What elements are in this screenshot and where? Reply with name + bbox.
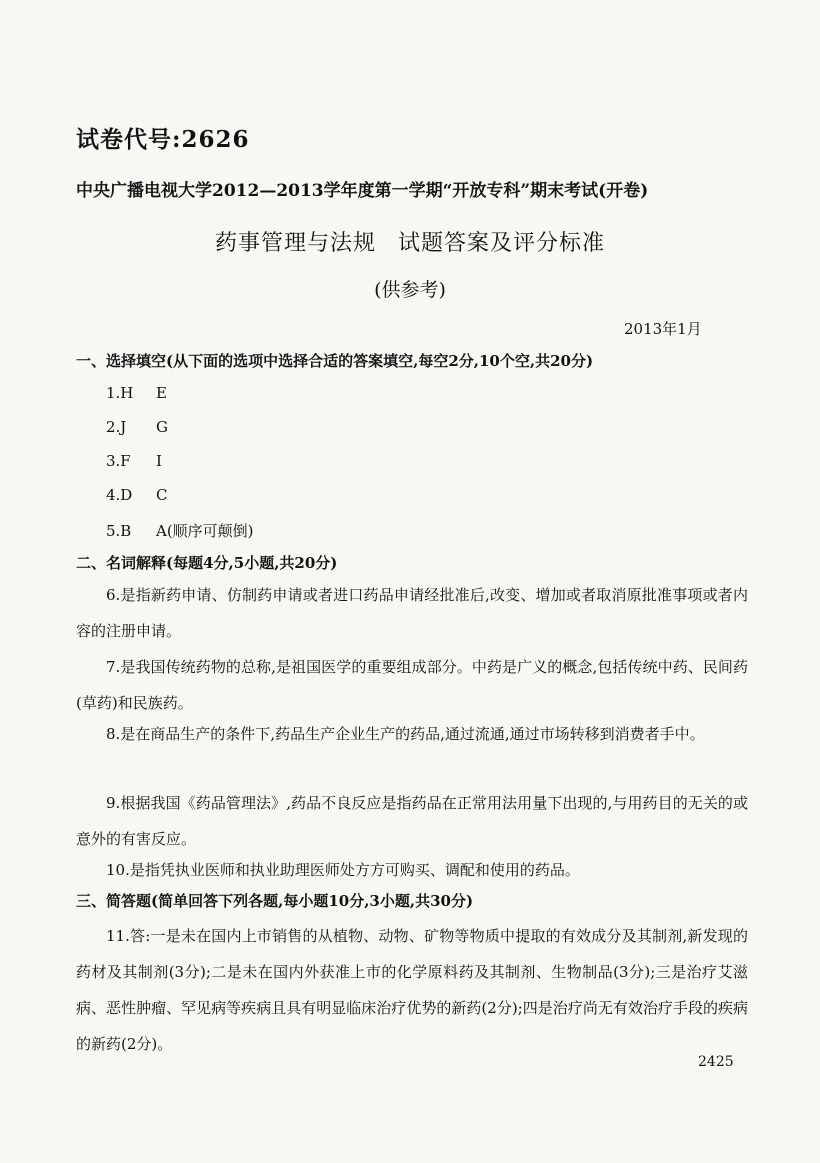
university-line: 中央广播电视大学2012—2013学年度第一学期“开放专科”期末考试(开卷) — [76, 181, 649, 201]
answer-left: 1.H — [106, 384, 134, 402]
answer-right: G — [156, 418, 168, 436]
answer-row — [106, 520, 254, 541]
answer-right: E — [156, 384, 167, 402]
answer-row — [106, 452, 162, 470]
definition-text: 8.是在商品生产的条件下,药品生产企业生产的药品,通过流通,通过市场转移到消费者手中。 — [106, 725, 705, 743]
answer-row — [106, 418, 168, 436]
paper-code: 试卷代号:2626 — [76, 126, 250, 153]
definition-item — [76, 852, 748, 888]
answer-left: 2.J — [106, 418, 127, 436]
answer-left: 3.F — [106, 452, 131, 470]
definition-text: 7.是我国传统药物的总称,是祖国医学的重要组成部分。中药是广义的概念,包括传统中药、民间药(草药)和民族药。 — [76, 658, 748, 712]
answer-right: A(顺序可颠倒) — [156, 522, 254, 540]
answer-left: 5.B — [106, 522, 132, 540]
definition-text: 6.是指新药申请、仿制药申请或者进口药品申请经批准后,改变、增加或者取消原批准事项或者内容的注册申请。 — [76, 586, 748, 640]
title-subject: 药事管理与法规 — [214, 231, 376, 256]
answer-right: I — [156, 452, 162, 470]
exam-date: 2013年1月 — [624, 320, 702, 338]
reference-note: (供参考) — [374, 279, 446, 301]
definition-text: 10.是指凭执业医师和执业助理医师处方方可购买、调配和使用的药品。 — [106, 861, 580, 879]
answer-row — [106, 486, 167, 504]
section-2-heading: 二、名词解释(每题4分,5小题,共20分) — [76, 554, 338, 572]
definition-text: 9.根据我国《药品管理法》,药品不良反应是指药品在正常用法用量下出现的,与用药目的无关的或意外的有害反应。 — [76, 794, 748, 848]
page-title — [0, 226, 820, 257]
definition-item — [76, 716, 748, 752]
short-answer-text: 11.答:一是未在国内上市销售的从植物、动物、矿物等物质中提取的有效成分及其制剂,新发现的药材及其制剂(3分);二是未在国内外获准上市的化学原料药及其制剂、生物制品(3分);三是治疗艾滋病、恶性肿瘤、罕见病等疾病且具有明显临床治疗优势的新药(2分);四是治疗尚无有效治疗手段的疾病的新药(2分)。 — [76, 927, 748, 1053]
answer-right: C — [156, 486, 168, 504]
answer-row — [106, 384, 167, 402]
definition-item — [76, 785, 748, 857]
section-3-heading: 三、简答题(简单回答下列各题,每小题10分,3小题,共30分) — [76, 892, 474, 910]
title-rest: 试题答案及评分标准 — [398, 231, 606, 256]
short-answer-item — [76, 918, 748, 1062]
section-1-heading: 一、选择填空(从下面的选项中选择合适的答案填空,每空2分,10个空,共20分) — [76, 352, 594, 370]
definition-item — [76, 649, 748, 721]
answer-left: 4.D — [106, 486, 133, 504]
definition-item — [76, 577, 748, 649]
page-number: 2425 — [698, 1054, 734, 1070]
